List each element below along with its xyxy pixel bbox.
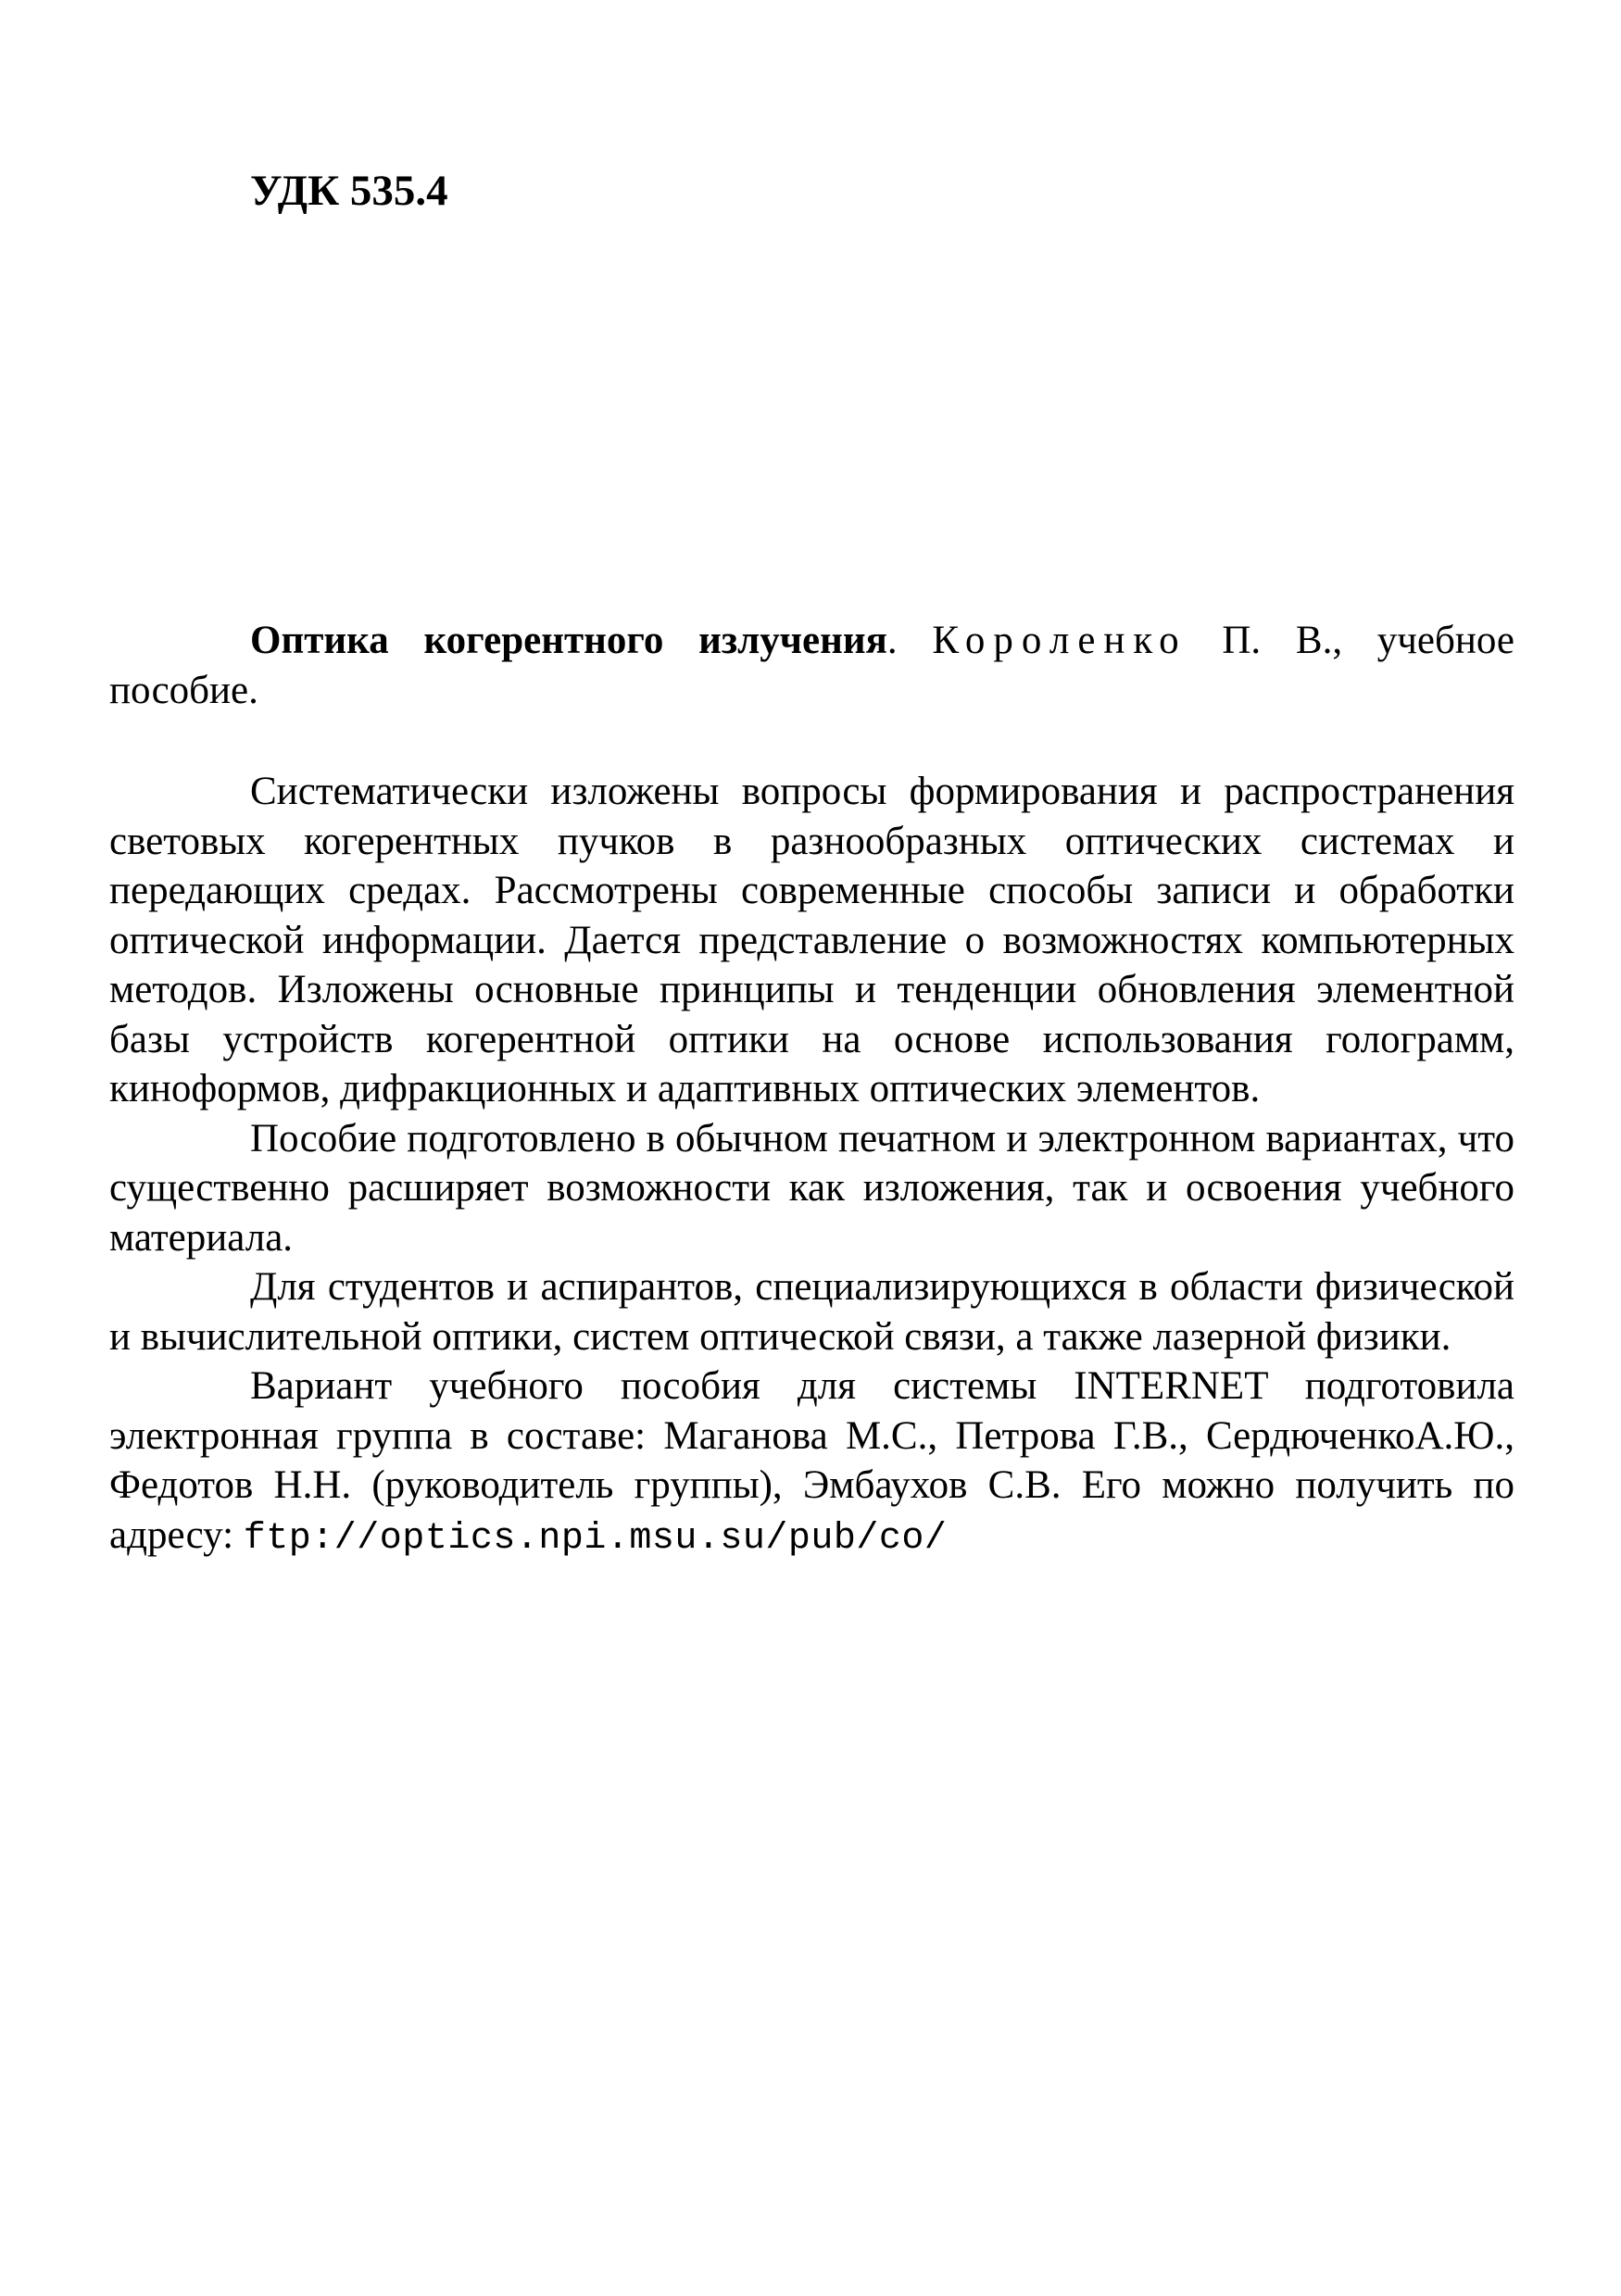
title-paragraph	[109, 616, 1514, 715]
paragraph-internet	[109, 1361, 1514, 1563]
author-surname: Короленко	[932, 619, 1187, 662]
paragraph-summary: Систематически изложены вопросы формирования и распространения световых когерентных пучков в разнообразных оптических системах и передающих средах. Рассмотрены современные способы записи и обработки оптической информации. Дается представление о возможностях компьютерных методов. Изложены основные принципы и тенденции обновления элементной базы устройств когерентной оптики на основе использования голограмм, киноформов, дифракционных и адаптивных оптических элементов.	[109, 770, 1514, 1110]
paragraph-editions: Пособие подготовлено в обычном печатном и электронном вариантах, что существенно расширяет возможности как изложения, так и освоения учебного материала.	[109, 1116, 1514, 1260]
internet-text: Вариант учебного пособия для системы INTERNET подготовила электронная группа в составе: Маганова М.С., Петрова Г.В., СердюченкоА.Ю., Федотов Н.Н. (руководитель группы), Эмбаухов С.В. Его можно получить по адресу:	[109, 1364, 1514, 1557]
paragraph-audience: Для студентов и аспирантов, специализирующихся в области физической и вычислительной оптики, систем оптической связи, а также лазерной физики.	[109, 1265, 1514, 1359]
annotation-body	[109, 616, 1514, 1563]
ftp-address-link[interactable]: ftp://optics.npi.msu.su/pub/co/	[243, 1517, 948, 1560]
book-title: Оптика когерентного излучения	[250, 619, 887, 662]
udk-code: УДК 535.4	[250, 167, 448, 215]
author-initials-type: П. В., учебное пособие.	[109, 619, 1515, 712]
title-punctuation: .	[886, 619, 933, 662]
